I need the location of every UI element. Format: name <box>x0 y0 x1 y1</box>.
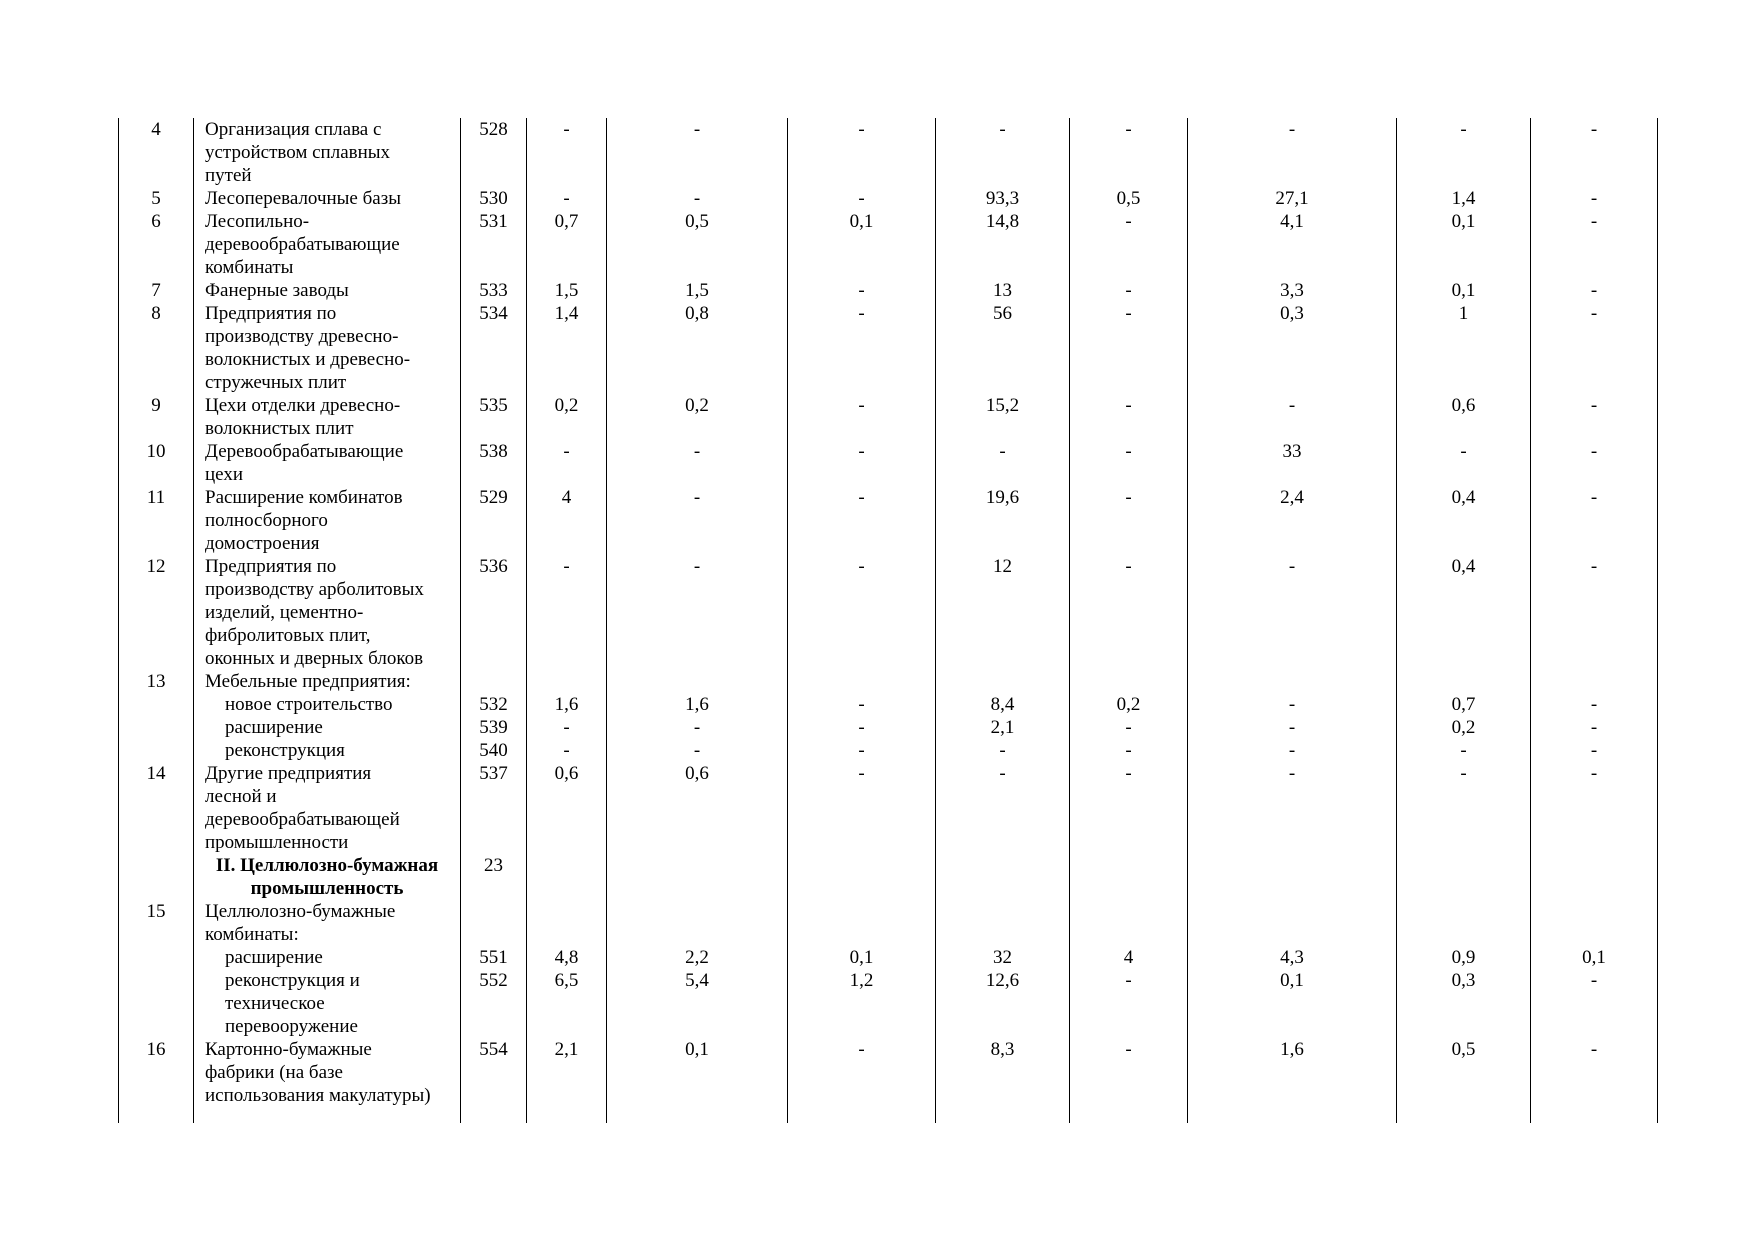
table-row <box>119 1038 1658 1107</box>
value-cell: - <box>1531 279 1658 302</box>
row-number: 6 <box>119 210 194 279</box>
value-cell: - <box>1188 394 1397 440</box>
value-cell: 1,5 <box>607 279 788 302</box>
value-cell: 0,6 <box>607 762 788 854</box>
table-bottom-padding <box>119 1107 1658 1123</box>
value-cell <box>936 854 1070 900</box>
value-cell: 13 <box>936 279 1070 302</box>
value-cell: - <box>788 693 936 716</box>
value-cell: 0,9 <box>1397 946 1531 969</box>
value-cell: 0,3 <box>1188 302 1397 394</box>
empty-cell <box>1531 1107 1658 1123</box>
value-cell <box>788 854 936 900</box>
table-row <box>119 854 1658 900</box>
row-code <box>461 900 527 946</box>
value-cell: 4 <box>527 486 607 555</box>
row-code: 539 <box>461 716 527 739</box>
value-cell <box>1070 900 1188 946</box>
value-cell: 8,3 <box>936 1038 1070 1107</box>
empty-cell <box>1188 1107 1397 1123</box>
value-cell: - <box>1188 762 1397 854</box>
row-name: II. Целлюлозно-бумажная промышленность <box>194 854 461 900</box>
value-cell: - <box>788 394 936 440</box>
value-cell: - <box>1531 187 1658 210</box>
value-cell: 32 <box>936 946 1070 969</box>
row-code: 535 <box>461 394 527 440</box>
row-number: 15 <box>119 900 194 946</box>
row-code: 529 <box>461 486 527 555</box>
value-cell: - <box>788 279 936 302</box>
row-name: реконструкция <box>194 739 461 762</box>
row-name: Организация сплава с устройством сплавных путей <box>194 118 461 187</box>
row-code: 552 <box>461 969 527 1038</box>
value-cell: 0,6 <box>527 762 607 854</box>
table-row <box>119 187 1658 210</box>
value-cell <box>936 900 1070 946</box>
value-cell: - <box>607 118 788 187</box>
row-number <box>119 716 194 739</box>
value-cell: - <box>1188 693 1397 716</box>
value-cell: 0,1 <box>1188 969 1397 1038</box>
data-table <box>118 118 1658 1123</box>
value-cell: - <box>1531 555 1658 670</box>
value-cell: 4,3 <box>1188 946 1397 969</box>
empty-cell <box>788 1107 936 1123</box>
value-cell: - <box>607 187 788 210</box>
value-cell: - <box>1070 486 1188 555</box>
value-cell: 0,7 <box>527 210 607 279</box>
value-cell: 5,4 <box>607 969 788 1038</box>
table-row <box>119 969 1658 1038</box>
value-cell: - <box>788 1038 936 1107</box>
value-cell: - <box>1070 210 1188 279</box>
value-cell: - <box>527 739 607 762</box>
value-cell: - <box>936 739 1070 762</box>
value-cell: - <box>1188 716 1397 739</box>
value-cell: 6,5 <box>527 969 607 1038</box>
value-cell: 56 <box>936 302 1070 394</box>
row-name: Расширение комбинатов полносборного домостроения <box>194 486 461 555</box>
value-cell: 1 <box>1397 302 1531 394</box>
table-row <box>119 946 1658 969</box>
table-row <box>119 670 1658 693</box>
value-cell <box>788 670 936 693</box>
value-cell: 1,2 <box>788 969 936 1038</box>
row-name: Лесоперевалочные базы <box>194 187 461 210</box>
value-cell: - <box>936 440 1070 486</box>
value-cell: 1,6 <box>607 693 788 716</box>
value-cell: - <box>1531 716 1658 739</box>
value-cell: - <box>1531 739 1658 762</box>
row-code: 540 <box>461 739 527 762</box>
value-cell: - <box>788 716 936 739</box>
value-cell: - <box>527 555 607 670</box>
value-cell: 2,1 <box>936 716 1070 739</box>
row-code: 528 <box>461 118 527 187</box>
row-code: 534 <box>461 302 527 394</box>
value-cell: - <box>1397 118 1531 187</box>
value-cell: - <box>1531 118 1658 187</box>
value-cell: - <box>1531 210 1658 279</box>
value-cell: - <box>1531 762 1658 854</box>
table-row <box>119 900 1658 946</box>
value-cell <box>1070 854 1188 900</box>
row-code: 551 <box>461 946 527 969</box>
row-name: Фанерные заводы <box>194 279 461 302</box>
value-cell <box>607 854 788 900</box>
value-cell: 0,5 <box>1070 187 1188 210</box>
value-cell: 0,6 <box>1397 394 1531 440</box>
value-cell: 4,1 <box>1188 210 1397 279</box>
value-cell: 1,6 <box>1188 1038 1397 1107</box>
value-cell: - <box>788 440 936 486</box>
row-name: Предприятия по производству древесно- волокнистых и древесно- стружечных плит <box>194 302 461 394</box>
value-cell: 4,8 <box>527 946 607 969</box>
table-row <box>119 210 1658 279</box>
row-number: 14 <box>119 762 194 854</box>
value-cell: 1,4 <box>527 302 607 394</box>
value-cell: 0,1 <box>1397 279 1531 302</box>
value-cell: 2,2 <box>607 946 788 969</box>
value-cell: - <box>1531 969 1658 1038</box>
value-cell: - <box>1070 394 1188 440</box>
table-row <box>119 118 1658 187</box>
table-row <box>119 486 1658 555</box>
value-cell: - <box>788 118 936 187</box>
row-name: Предприятия по производству арболитовых изделий, цементно- фибролитовых плит, оконных и дверных блоков <box>194 555 461 670</box>
row-number: 12 <box>119 555 194 670</box>
empty-cell <box>461 1107 527 1123</box>
row-name: Лесопильно- деревообрабатывающие комбинаты <box>194 210 461 279</box>
value-cell <box>607 900 788 946</box>
value-cell: - <box>1188 555 1397 670</box>
row-number: 11 <box>119 486 194 555</box>
value-cell: - <box>607 440 788 486</box>
value-cell: - <box>1070 969 1188 1038</box>
value-cell: 0,4 <box>1397 486 1531 555</box>
value-cell: 0,1 <box>1531 946 1658 969</box>
value-cell <box>1397 670 1531 693</box>
table-row <box>119 762 1658 854</box>
value-cell: - <box>1397 762 1531 854</box>
value-cell: - <box>1531 440 1658 486</box>
value-cell: 1,5 <box>527 279 607 302</box>
row-code: 533 <box>461 279 527 302</box>
row-number: 5 <box>119 187 194 210</box>
value-cell: 0,4 <box>1397 555 1531 670</box>
value-cell <box>1397 854 1531 900</box>
row-number: 4 <box>119 118 194 187</box>
value-cell: - <box>1531 302 1658 394</box>
value-cell: 0,2 <box>1070 693 1188 716</box>
value-cell: - <box>788 486 936 555</box>
value-cell: - <box>527 118 607 187</box>
value-cell <box>607 670 788 693</box>
value-cell: 4 <box>1070 946 1188 969</box>
value-cell <box>1188 900 1397 946</box>
value-cell: - <box>936 118 1070 187</box>
value-cell: - <box>788 739 936 762</box>
value-cell: - <box>1070 762 1188 854</box>
row-name: Цехи отделки древесно- волокнистых плит <box>194 394 461 440</box>
table-row <box>119 394 1658 440</box>
row-number: 7 <box>119 279 194 302</box>
table-row <box>119 739 1658 762</box>
value-cell: 0,2 <box>1397 716 1531 739</box>
value-cell: - <box>1070 1038 1188 1107</box>
value-cell: 2,1 <box>527 1038 607 1107</box>
row-number <box>119 739 194 762</box>
value-cell: - <box>1188 739 1397 762</box>
value-cell: - <box>1397 440 1531 486</box>
value-cell: - <box>1531 693 1658 716</box>
value-cell: 0,8 <box>607 302 788 394</box>
row-name: Картонно-бумажные фабрики (на базе использования макулатуры) <box>194 1038 461 1107</box>
value-cell: - <box>1531 394 1658 440</box>
empty-cell <box>194 1107 461 1123</box>
value-cell <box>1397 900 1531 946</box>
row-number: 9 <box>119 394 194 440</box>
value-cell: 0,1 <box>788 946 936 969</box>
value-cell <box>527 670 607 693</box>
empty-cell <box>607 1107 788 1123</box>
value-cell: 0,1 <box>788 210 936 279</box>
row-number: 16 <box>119 1038 194 1107</box>
row-name: расширение <box>194 946 461 969</box>
value-cell: - <box>1070 279 1188 302</box>
row-name: Мебельные предприятия: <box>194 670 461 693</box>
table-row <box>119 440 1658 486</box>
value-cell <box>1188 670 1397 693</box>
row-name: Целлюлозно-бумажные комбинаты: <box>194 900 461 946</box>
value-cell <box>1070 670 1188 693</box>
value-cell: 14,8 <box>936 210 1070 279</box>
value-cell <box>1531 670 1658 693</box>
value-cell: 93,3 <box>936 187 1070 210</box>
row-number <box>119 969 194 1038</box>
row-code: 538 <box>461 440 527 486</box>
row-code: 537 <box>461 762 527 854</box>
empty-cell <box>527 1107 607 1123</box>
value-cell <box>527 900 607 946</box>
row-name: реконструкция и техническое перевооружение <box>194 969 461 1038</box>
value-cell: - <box>1531 486 1658 555</box>
value-cell: - <box>607 716 788 739</box>
value-cell <box>1531 854 1658 900</box>
value-cell: 0,3 <box>1397 969 1531 1038</box>
value-cell: - <box>1070 739 1188 762</box>
row-name: новое строительство <box>194 693 461 716</box>
value-cell <box>788 900 936 946</box>
table-row <box>119 716 1658 739</box>
value-cell <box>1531 900 1658 946</box>
empty-cell <box>1070 1107 1188 1123</box>
value-cell: - <box>1397 739 1531 762</box>
value-cell: - <box>1070 716 1188 739</box>
value-cell: 3,3 <box>1188 279 1397 302</box>
value-cell: - <box>1070 440 1188 486</box>
row-name: Деревообрабатывающие цехи <box>194 440 461 486</box>
value-cell: - <box>607 739 788 762</box>
value-cell: 0,1 <box>607 1038 788 1107</box>
value-cell: 0,5 <box>607 210 788 279</box>
row-code <box>461 670 527 693</box>
value-cell <box>1188 854 1397 900</box>
value-cell: 19,6 <box>936 486 1070 555</box>
value-cell: 0,2 <box>607 394 788 440</box>
row-code: 530 <box>461 187 527 210</box>
row-number: 13 <box>119 670 194 693</box>
table-row <box>119 279 1658 302</box>
row-code: 532 <box>461 693 527 716</box>
value-cell: 12,6 <box>936 969 1070 1038</box>
value-cell: 0,5 <box>1397 1038 1531 1107</box>
empty-cell <box>1397 1107 1531 1123</box>
value-cell <box>527 854 607 900</box>
value-cell: - <box>527 440 607 486</box>
value-cell: - <box>1188 118 1397 187</box>
value-cell: 0,2 <box>527 394 607 440</box>
row-name: Другие предприятия лесной и деревообрабатывающей промышленности <box>194 762 461 854</box>
value-cell: - <box>1070 555 1188 670</box>
value-cell: - <box>788 302 936 394</box>
value-cell: - <box>788 762 936 854</box>
row-number: 10 <box>119 440 194 486</box>
value-cell: 33 <box>1188 440 1397 486</box>
value-cell: 27,1 <box>1188 187 1397 210</box>
row-number: 8 <box>119 302 194 394</box>
table-row <box>119 302 1658 394</box>
table-row <box>119 693 1658 716</box>
row-number <box>119 854 194 900</box>
value-cell: 12 <box>936 555 1070 670</box>
row-code: 531 <box>461 210 527 279</box>
row-code: 536 <box>461 555 527 670</box>
empty-cell <box>119 1107 194 1123</box>
value-cell: 1,4 <box>1397 187 1531 210</box>
value-cell: - <box>936 762 1070 854</box>
value-cell: 0,1 <box>1397 210 1531 279</box>
value-cell: - <box>607 486 788 555</box>
table-body <box>119 118 1658 1123</box>
value-cell: - <box>1531 1038 1658 1107</box>
row-code: 554 <box>461 1038 527 1107</box>
value-cell: - <box>1070 118 1188 187</box>
value-cell: 1,6 <box>527 693 607 716</box>
value-cell <box>936 670 1070 693</box>
table-row <box>119 555 1658 670</box>
empty-cell <box>936 1107 1070 1123</box>
row-name: расширение <box>194 716 461 739</box>
value-cell: - <box>527 187 607 210</box>
value-cell: 0,7 <box>1397 693 1531 716</box>
value-cell: 2,4 <box>1188 486 1397 555</box>
value-cell: - <box>1070 302 1188 394</box>
row-number <box>119 693 194 716</box>
value-cell: 8,4 <box>936 693 1070 716</box>
value-cell: - <box>607 555 788 670</box>
value-cell: 15,2 <box>936 394 1070 440</box>
row-number <box>119 946 194 969</box>
row-code: 23 <box>461 854 527 900</box>
value-cell: - <box>527 716 607 739</box>
value-cell: - <box>788 555 936 670</box>
value-cell: - <box>788 187 936 210</box>
